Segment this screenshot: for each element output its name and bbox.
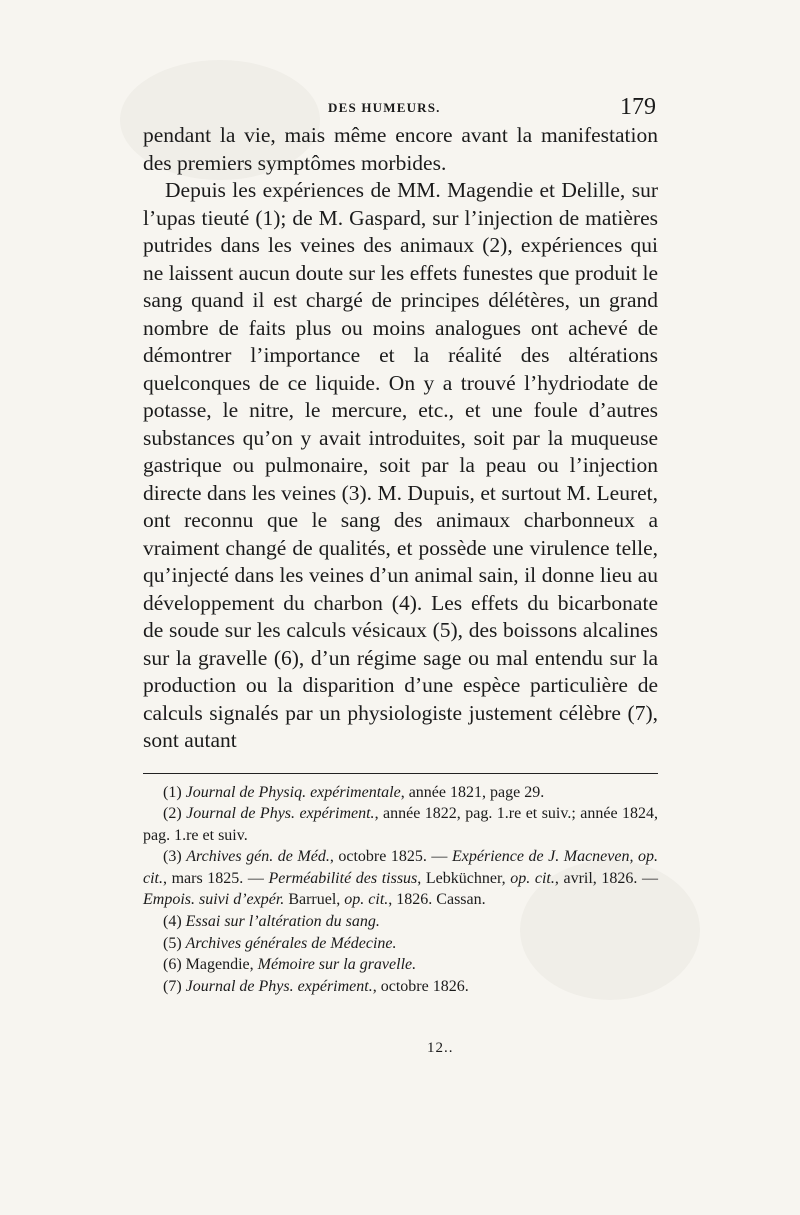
footnote-source: Essai sur l’altération du sang. <box>185 913 380 931</box>
footnote-source: Journal de Physiq. expérimentale <box>185 783 401 801</box>
footnote-7 <box>143 976 658 998</box>
footnote-4 <box>143 911 658 933</box>
footnotes <box>143 782 658 998</box>
footnote-source: Journal de Phys. expériment. <box>186 805 375 823</box>
footnote-detail: , Lebküchner, <box>417 869 511 887</box>
footnote-source: op. cit. <box>344 891 389 909</box>
footnote-detail: , 1826. Cassan. <box>388 891 486 909</box>
footnote-author: Magendie, <box>185 956 258 974</box>
footnote-source: Archives gén. de Méd. <box>186 848 330 866</box>
footnote-number: (3) <box>163 848 182 866</box>
footnote-number: (7) <box>163 977 182 995</box>
paragraph-2: Depuis les expériences de MM. Magendie et Delille, sur l’upas tieuté (1); de M. Gaspard, sur l’injection de matières putrides dans les veines des animaux (2), expériences qui ne laissent aucun doute sur les effets funestes que produit le sang quand il est chargé de principes délétères, un grand nombre de faits plus ou moins analogues ont achevé de démontrer l’importance et la réalité des altérations quelconques de ce liquide. On y a trouvé l’hydriodate de potasse, le nitre, le mercure, etc., et une foule d’autres substances qu’on y avait introduites, soit par la muqueuse gastrique ou pulmonaire, soit par la peau ou l’injection directe dans les veines (3). M. Dupuis, et surtout M. Leuret, ont reconnu que le sang des animaux charbonneux a vraiment changé de qualités, et possède une virulence telle, qu’injecté dans les veines d’un animal sain, il donne lieu au développement du charbon (4). Les effets du bicarbonate de soude sur les calculs vésicaux (5), des boissons alcalines sur la gravelle (6), d’un régime sage ou mal entendu sur la production ou la disparition d’une espèce particulière de calculs signalés par un physiologiste justement célèbre (7), sont autant <box>143 178 658 752</box>
footnote-number: (1) <box>163 783 182 801</box>
footnote-number: (5) <box>163 934 182 952</box>
footnote-number: (4) <box>163 913 182 931</box>
page-number: 179 <box>620 94 656 120</box>
footnote-source: Journal de Phys. expériment. <box>185 977 373 995</box>
footnote-detail: , octobre 1825. — <box>329 848 452 866</box>
footnote-number: (6) <box>163 956 182 974</box>
running-title: DES HUMEURS. <box>328 100 441 115</box>
signature-mark: 12.. <box>427 1040 454 1056</box>
footnote-source: Archives générales de Médecine. <box>185 934 397 952</box>
footnote-detail: Barruel, <box>284 891 345 909</box>
footnote-detail: , mars 1825. — <box>163 869 269 887</box>
book-page <box>143 94 658 997</box>
footnote-1 <box>143 782 658 804</box>
footnote-detail: , année 1822, pag. 1.re et suiv.; année 1824, pag. 1.re et suiv. <box>143 805 659 844</box>
running-head <box>143 94 658 122</box>
footnote-6 <box>143 954 658 976</box>
footnote-detail: , octobre 1826. <box>372 977 469 995</box>
footnote-source: Perméabilité des tissus <box>268 869 418 887</box>
footnote-5 <box>143 933 658 955</box>
footnote-2 <box>143 803 658 846</box>
footnote-source: op. cit. <box>510 869 555 887</box>
paragraph-1: pendant la vie, mais même encore avant la manifestation des premiers symptômes morbides. <box>143 123 658 175</box>
footnote-detail: , avril, 1826. — <box>554 869 659 887</box>
footnote-3 <box>143 846 658 911</box>
footnote-source: Empois. suivi d’expér. <box>143 891 285 909</box>
footnote-source: Expérience de J. Macneven, op. cit. <box>143 848 659 887</box>
body-text <box>143 122 658 755</box>
footnote-source: Mémoire sur la gravelle. <box>257 956 417 974</box>
footnote-detail: , année 1821, page 29. <box>400 783 545 801</box>
footnote-rule <box>143 773 658 774</box>
footnote-number: (2) <box>163 805 182 823</box>
